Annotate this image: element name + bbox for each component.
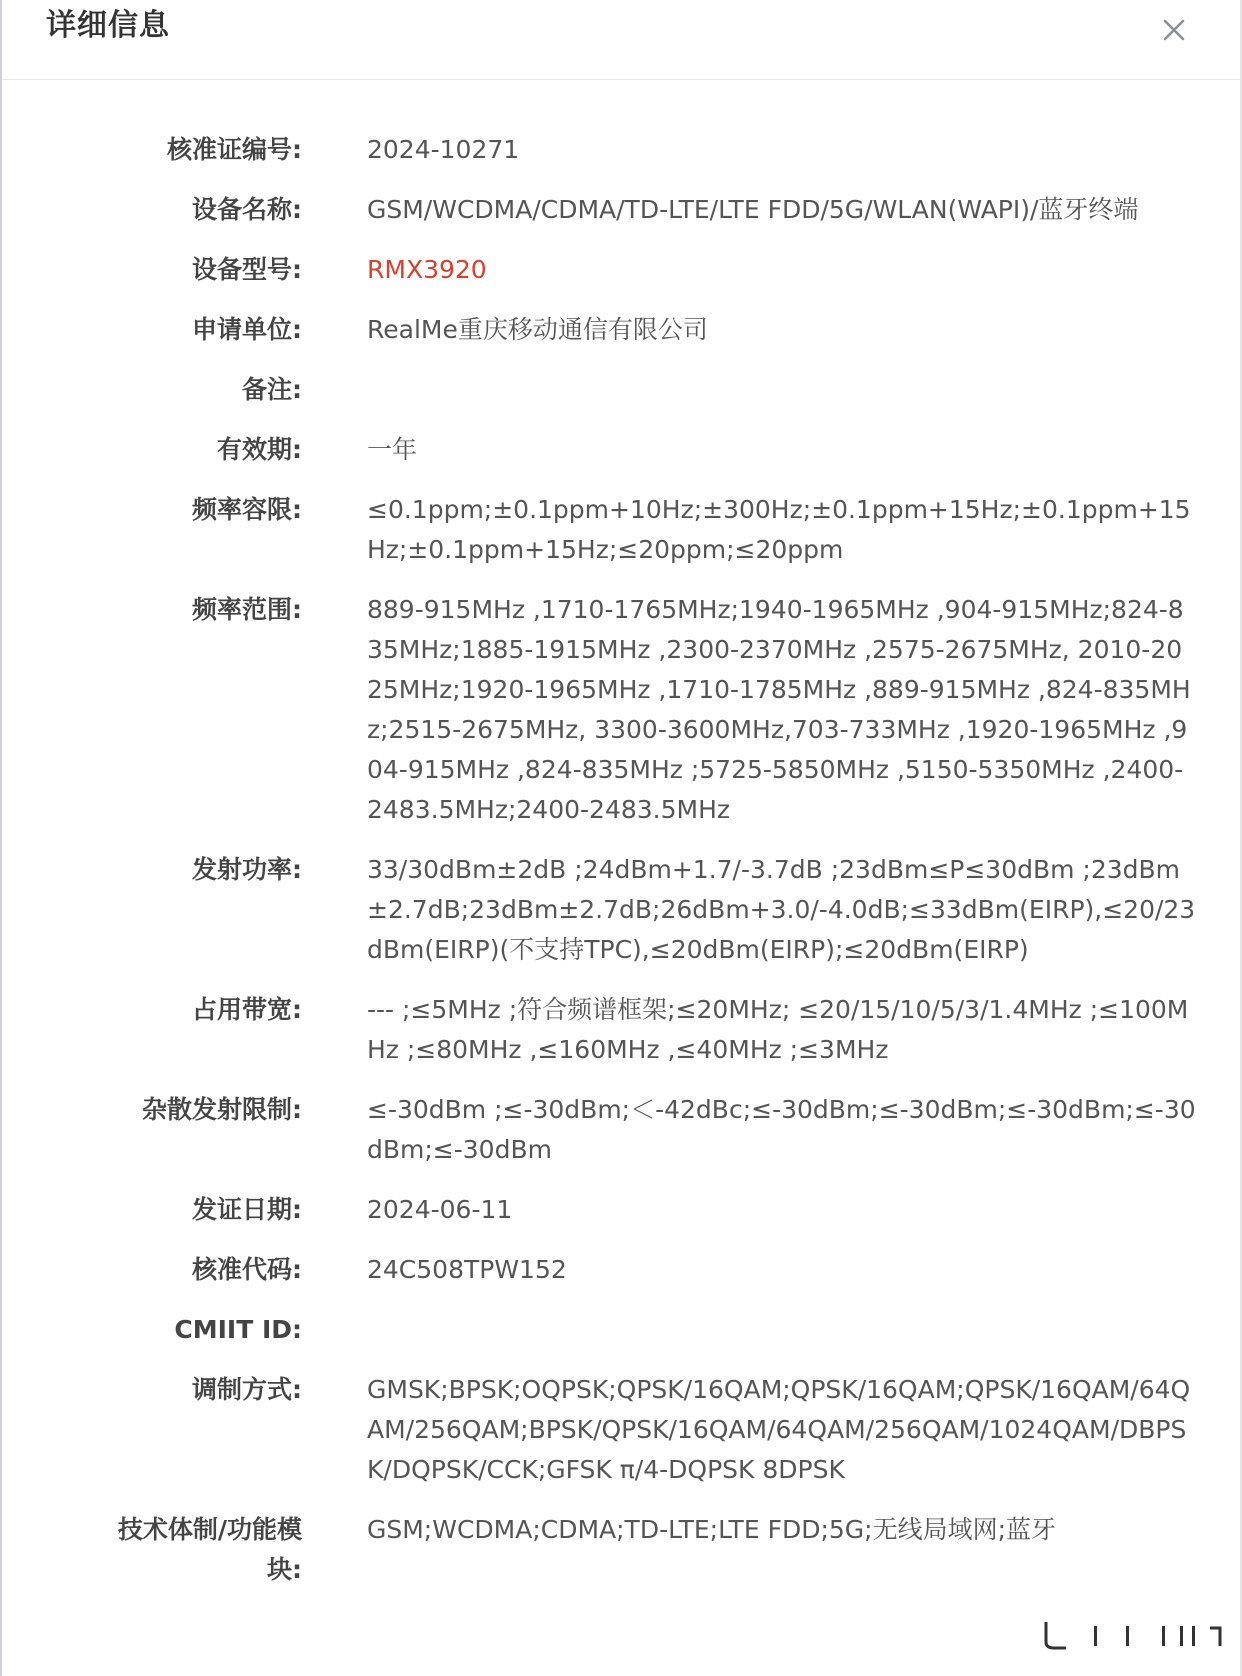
field-label: 频率容限: (192, 495, 302, 524)
field-label: CMIIT ID: (174, 1315, 302, 1344)
field-row-modulation (2, 1370, 1240, 1490)
field-value: GMSK;BPSK;OQPSK;QPSK/16QAM;QPSK/16QAM;QPSK/16QAM/64QAM/256QAM;BPSK/QPSK/16QAM/64QAM/256QAM/1024QAM/DBPSK/DQPSK/CCK;GFSK π/4-DQPSK 8DPSK (367, 1375, 1191, 1484)
field-row-issue-date (2, 1190, 1240, 1230)
field-row-transmit-power (2, 850, 1240, 970)
field-value: 2024-06-11 (367, 1195, 513, 1224)
field-label: 频率范围: (192, 595, 302, 624)
field-label: 核准证编号: (167, 135, 302, 164)
field-row-device-model (2, 250, 1240, 290)
field-value (367, 370, 1197, 410)
field-value (367, 1310, 1197, 1350)
field-value: ≤-30dBm ;≤-30dBm;＜-42dBc;≤-30dBm;≤-30dBm;≤-30dBm;≤-30dBm;≤-30dBm (367, 1095, 1196, 1164)
field-row-validity (2, 430, 1240, 470)
field-value: --- ;≤5MHz ;符合频谱框架;≤20MHz; ≤20/15/10/5/3/1.4MHz ;≤100MHz ;≤80MHz ,≤160MHz ,≤40MHz ;≤3MHz (367, 995, 1189, 1064)
field-row-approval-code (2, 1250, 1240, 1290)
close-button[interactable] (1158, 14, 1190, 46)
field-row-frequency-tolerance (2, 490, 1240, 570)
field-label: 有效期: (217, 435, 302, 464)
field-label: 占用带宽: (192, 995, 302, 1024)
field-value: RealMe重庆移动通信有限公司 (367, 315, 708, 344)
dialog-title: 详细信息 (46, 8, 170, 43)
field-row-applicant (2, 310, 1240, 350)
dialog-header (2, 0, 1240, 80)
close-icon (1158, 14, 1190, 46)
field-value: ≤0.1ppm;±0.1ppm+10Hz;±300Hz;±0.1ppm+15Hz;±0.1ppm+15Hz;±0.1ppm+15Hz;≤20ppm;≤20ppm (367, 495, 1191, 564)
field-label: 发证日期: (192, 1195, 302, 1224)
field-value-model-link[interactable]: RMX3920 (367, 255, 487, 284)
field-value: 2024-10271 (367, 135, 520, 164)
field-row-approval-number (2, 130, 1240, 170)
detail-fields (2, 130, 1240, 1610)
field-value: GSM/WCDMA/CDMA/TD-LTE/LTE FDD/5G/WLAN(WAPI)/蓝牙终端 (367, 195, 1139, 224)
field-label: 技术体制/功能模块: (117, 1515, 302, 1584)
watermark-logo (1042, 1618, 1232, 1652)
field-label: 设备名称: (192, 195, 302, 224)
field-row-spurious-emission (2, 1090, 1240, 1170)
field-label: 设备型号: (192, 255, 302, 284)
field-label: 调制方式: (192, 1375, 302, 1404)
field-row-technology-modules (2, 1510, 1240, 1590)
field-label: 发射功率: (192, 855, 302, 884)
field-value: 24C508TPW152 (367, 1255, 567, 1284)
field-label: 核准代码: (192, 1255, 302, 1284)
field-label: 备注: (242, 375, 302, 404)
field-value: 889-915MHz ,1710-1765MHz;1940-1965MHz ,904-915MHz;824-835MHz;1885-1915MHz ,2300-2370MHz ,2575-2675MHz, 2010-2025MHz;1920-1965MHz ,1710-1785MHz ,889-915MHz ,824-835MHz;2515-2675MHz, 3300-3600MHz,703-733MHz ,1920-1965MHz ,904-915MHz ,824-835MHz ;5725-5850MHz ,5150-5350MHz ,2400-2483.5MHz;2400-2483.5MHz (367, 595, 1191, 824)
field-row-remarks (2, 370, 1240, 410)
field-row-frequency-range (2, 590, 1240, 830)
field-value: 33/30dBm±2dB ;24dBm+1.7/-3.7dB ;23dBm≤P≤30dBm ;23dBm±2.7dB;23dBm±2.7dB;26dBm+3.0/-4.0dB;≤33dBm(EIRP),≤20/23dBm(EIRP)(不支持TPC),≤20dBm(EIRP);≤20dBm(EIRP) (367, 855, 1196, 964)
field-label: 杂散发射限制: (142, 1095, 302, 1124)
field-row-device-name (2, 190, 1240, 230)
field-value: GSM;WCDMA;CDMA;TD-LTE;LTE FDD;5G;无线局域网;蓝牙 (367, 1515, 1057, 1544)
field-label: 申请单位: (192, 315, 302, 344)
field-row-occupied-bandwidth (2, 990, 1240, 1070)
field-value: 一年 (367, 435, 418, 464)
field-row-cmiit-id (2, 1310, 1240, 1350)
